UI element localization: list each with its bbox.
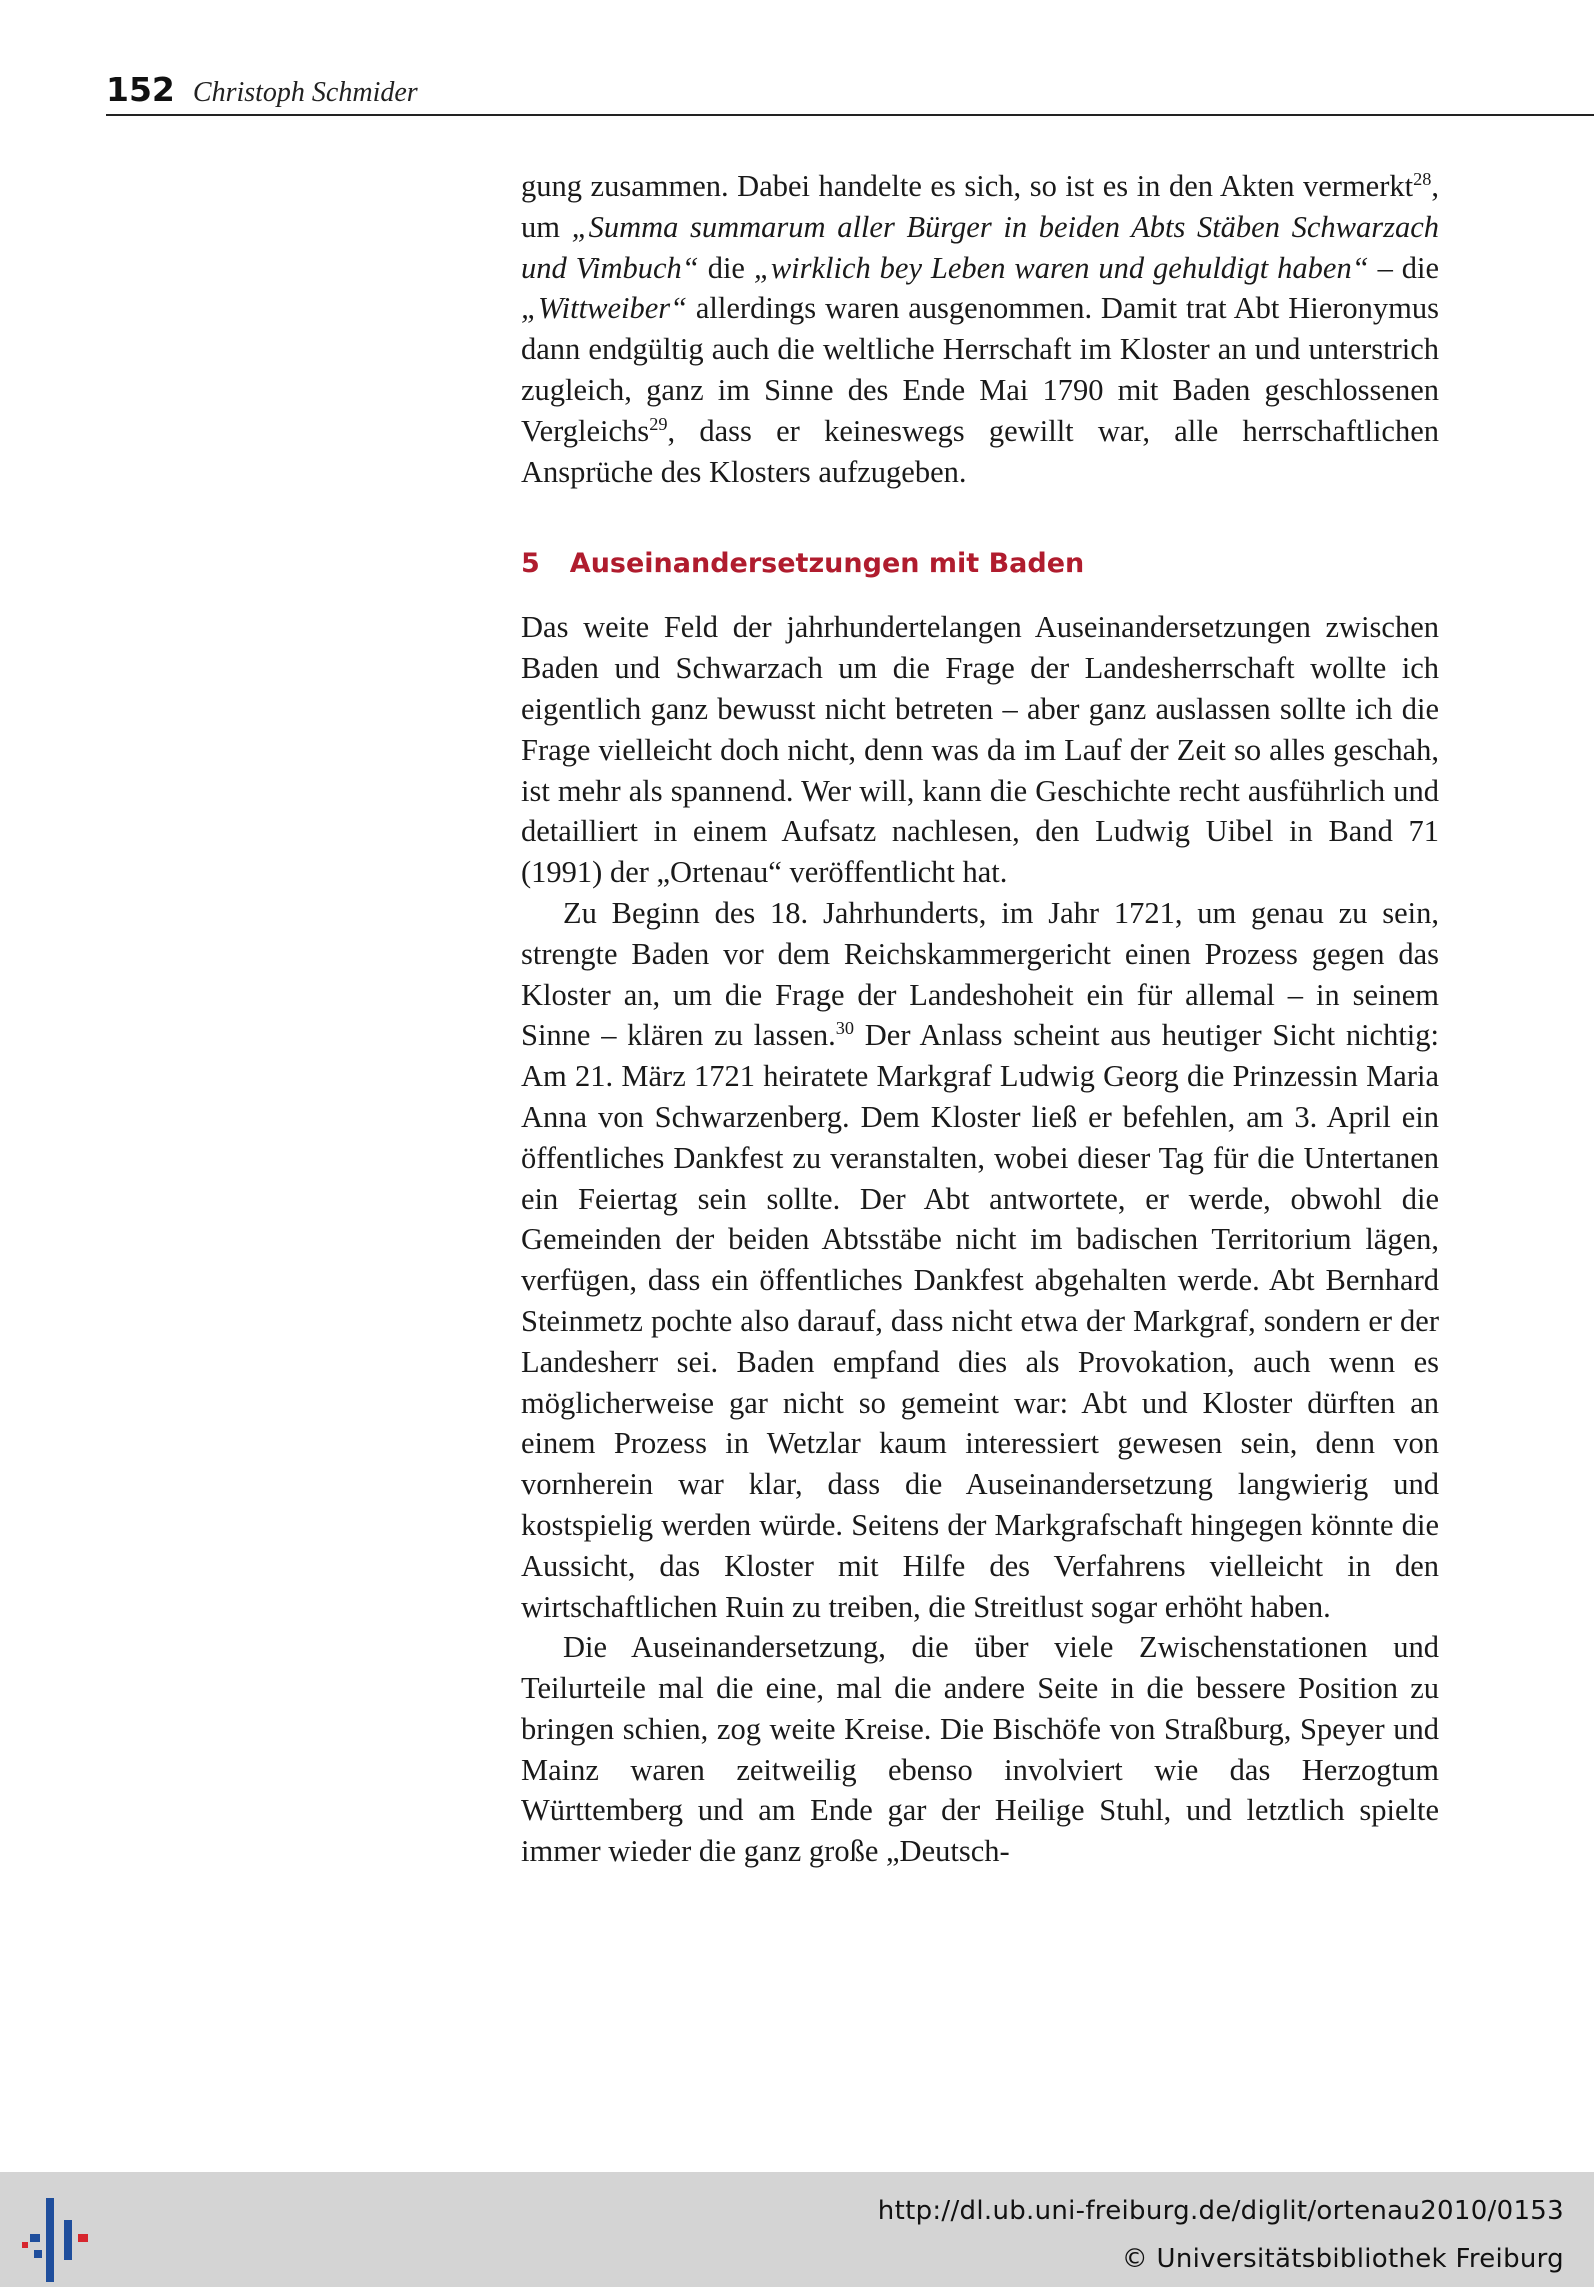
copyright-notice: © Universitätsbibliothek Freiburg [1121,2244,1564,2274]
section-title: Auseinandersetzungen mit Baden [569,548,1085,580]
paragraph-4: Die Auseinandersetzung, die über viele Zwischenstationen und Teilurteile mal die eine, mal die andere Seite in die bessere Position zu bringen schien, zog weite Kreise. Die Bischöfe von Straßburg, Speyer und Mainz waren zeitweilig ebenso involviert wie das Herzogtum Württemberg und am Ende gar der Heilige Stuhl, und letztlich spielte immer wieder die ganz große „Deutsch- [521,1630,1439,1869]
text-run: Zu Beginn des 18. Jahrhunderts, im Jahr 1721, um genau zu sein, strengte Baden vor dem Reichskammergericht einen Prozess gegen das Kloster an, um die Frage der Landeshoheit ein für allemal – in seinem Sinne – klären zu lassen. [521,895,1439,1053]
running-head [106,70,1594,116]
footnote-ref-30: 30 [835,1018,855,1039]
text-run: Der Anlass scheint aus heutiger Sicht nichtig: Am 21. März 1721 heiratete Markgraf Ludwig Georg die Prinzessin Maria Anna von Schwarzenberg. Dem Kloster ließ er befehlen, am 3. April ein öffentliches Dankfest zu veranstalten, wobei dieser Tag für die Untertanen ein Feiertag sein sollte. Der Abt antwortete, er werde, obwohl die Gemeinden der beiden Abtsstäbe nicht im badischen Territorium lägen, verfügen, dass ein öffentliches Dankfest abgehalten werde. Abt Bernhard Steinmetz pochte also darauf, dass nicht etwa der Markgraf, sondern er der Landesherr sei. Baden empfand dies als Provokation, auch wenn es möglicherweise gar nicht so gemeint war: Abt und Kloster dürften an einem Prozess in Wetzlar kaum interessiert gewesen sein, denn von vornherein war klar, dass die Auseinandersetzung langwierig und kostspielig werden würde. Seitens der Markgrafschaft hingegen könnte die Aussicht, das Kloster mit Hilfe des Verfahrens vielleicht in den wirtschaftlichen Ruin zu treiben, die Streitlust sogar erhöht haben. [521,1018,1439,1624]
text-run: – die [1368,250,1439,285]
footnote-ref-28: 28 [1413,168,1432,189]
running-head-author: Christoph Schmider [192,77,418,108]
body-text [521,166,1439,1872]
page-number: 152 [106,70,175,109]
quote-summa: „Summa summarum aller Bürger in beiden Abts Stäben Schwarzach und Vimbuch“ [521,209,1439,285]
text-run: allerdings waren ausgenommen. Damit trat Abt Hieronymus dann endgültig auch die weltliche Herrschaft im Kloster an und unterstrich zugleich, ganz im Sinne des Ende Mai 1790 mit Baden geschlossenen Vergleichs [521,291,1439,448]
text-run: gung zusammen. Dabei handelte es sich, so ist es in den Akten vermerkt [521,169,1414,203]
paragraph-3 [521,893,1439,1627]
section-heading [521,548,1439,579]
paragraph-1 [521,166,1439,492]
paragraph-2: Das weite Feld der jahrhundertelangen Auseinandersetzungen zwischen Baden und Schwarzach um die Frage der Landesherrschaft wollte ich eigentlich ganz bewusst nicht betreten – aber ganz auslassen sollte ich die Frage vielleicht doch nicht, denn was da im Lauf der Zeit so alles geschah, ist mehr als spannend. Wer will, kann die Geschichte recht ausführlich und detailliert in einem Aufsatz nachlesen, den Ludwig Uibel in Band 71 (1991) der „Ortenau“ veröffentlicht hat. [521,610,1439,890]
ub-freiburg-logo-icon [20,2190,100,2290]
footer-bar [0,2172,1594,2287]
text-run: die [698,250,754,285]
source-url-link[interactable]: http://dl.ub.uni-freiburg.de/diglit/ortenau2010/0153 [877,2196,1564,2226]
text-run: , dass er keineswegs gewillt war, alle herrschaftlichen Ansprüche des Klosters aufzugeben. [521,413,1439,489]
text-run: , um [521,169,1439,244]
quote-wittweiber: „Wittweiber“ [521,291,688,326]
quote-wirklich: „wirklich bey Leben waren und gehuldigt haben“ [753,250,1369,285]
footnote-ref-29: 29 [649,413,668,434]
section-number: 5 [521,548,540,580]
